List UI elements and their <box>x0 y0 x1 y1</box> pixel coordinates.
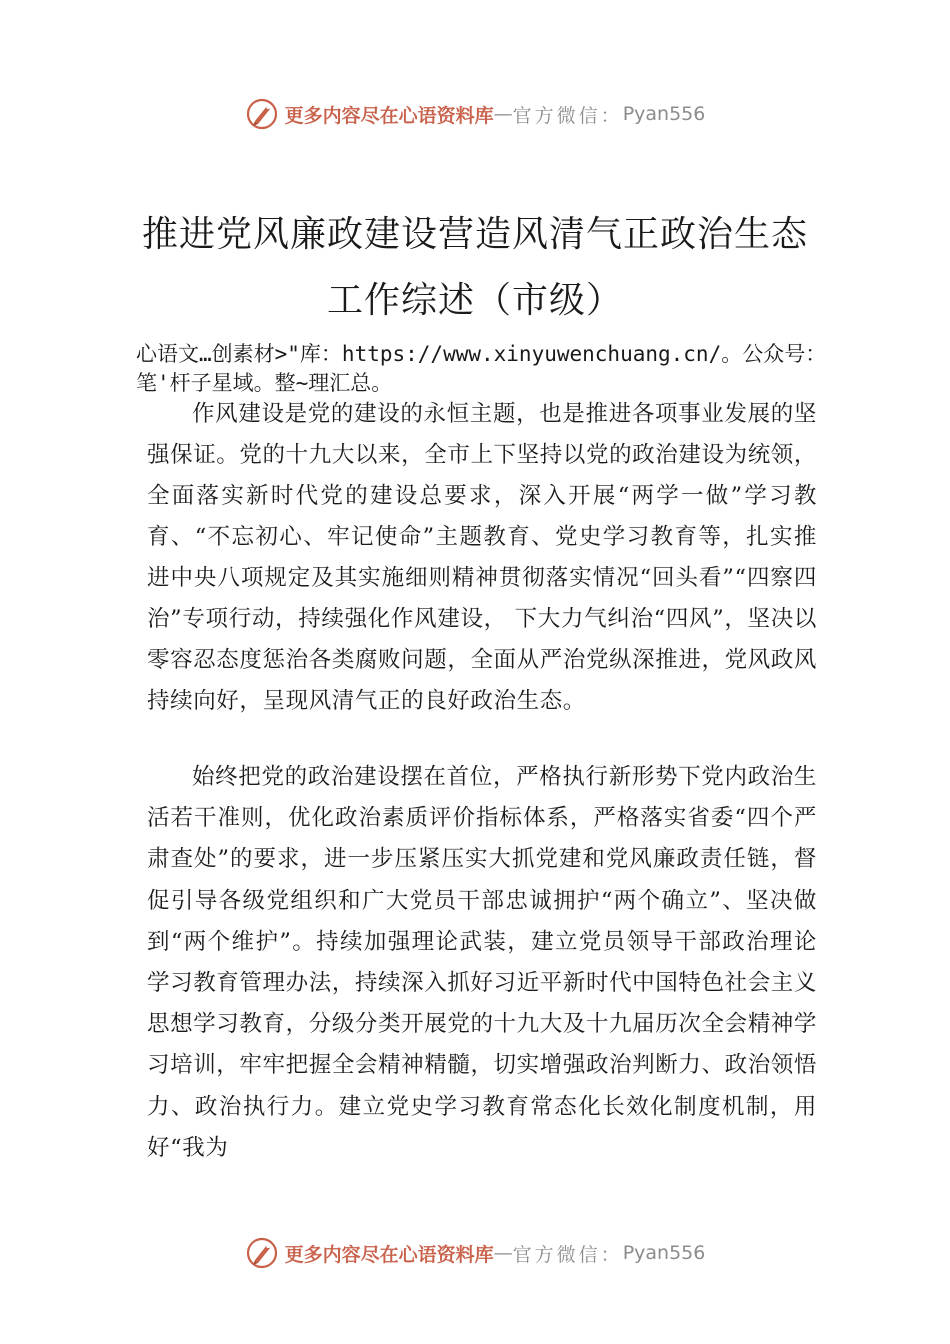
pen-nib-logo-icon <box>245 97 279 131</box>
banner-wechat-label: 官方微信： <box>512 104 623 127</box>
pen-nib-logo-icon <box>245 1236 279 1270</box>
header-banner <box>0 92 950 136</box>
footer-banner <box>0 1231 950 1275</box>
document-title-line-1: 推进党风廉政建设营造风清气正政治生态 <box>141 214 808 255</box>
footer-brand-text: 更多内容尽在心语资料库 <box>284 1243 494 1266</box>
footer-dash: — <box>493 1242 513 1264</box>
body-paragraph-1: 作风建设是党的建设的永恒主题，也是推进各项事业发展的坚强保证。党的十九大以来，全市上下坚持以党的政治建设为统领，全面落实新时代党的建设总要求，深入开展“两学一做”学习教育、“不忘初心、牢记使命”主题教育、党史学习教育等，扎实推进中央八项规定及其实施细则精神贯彻落实情况“回头看”“四察四治”专项行动，持续强化作风建设， 下大力气纠治“四风”，坚决以零容忍态度惩治各类腐败问题，全面从严治党纵深推进，党风政风持续向好，呈现风清气正的良好政治生态。 <box>147 401 817 714</box>
banner-dash: — <box>493 103 513 125</box>
body-paragraph-2: 始终把党的政治建设摆在首位，严格执行新形势下党内政治生活若干准则，优化政治素质评价指标体系，严格落实省委“四个严肃查处”的要求，进一步压紧压实大抓党建和党风廉政责任链，督促引导各级党组织和广大党员干部忠诚拥护“两个确立”、坚决做到“两个维护”。持续加强理论武装，建立党员领导干部政治理论学习教育管理办法，持续深入抓好习近平新时代中国特色社会主义思想学习教育，分级分类开展党的十九大及十九届历次全会精神学习培训，牢牢把握全会精神精髓，切实增强政治判断力、政治领悟力、政治执行力。建立党史学习教育常态化长效化制度机制，用好“我为 <box>147 764 817 1161</box>
document-title-line-2: 工作综述（市级） <box>326 280 623 321</box>
footer-wechat-id: Pyan556 <box>622 1242 706 1264</box>
banner-wechat-id: Pyan556 <box>622 103 706 125</box>
banner-brand-text: 更多内容尽在心语资料库 <box>284 104 494 127</box>
source-note: 心语文…创素材>"库：https://www.xinyuwenchuang.cn/。公众号：笔'杆子星域。整~理汇总。 <box>136 342 827 395</box>
footer-wechat-label: 官方微信： <box>512 1243 623 1266</box>
